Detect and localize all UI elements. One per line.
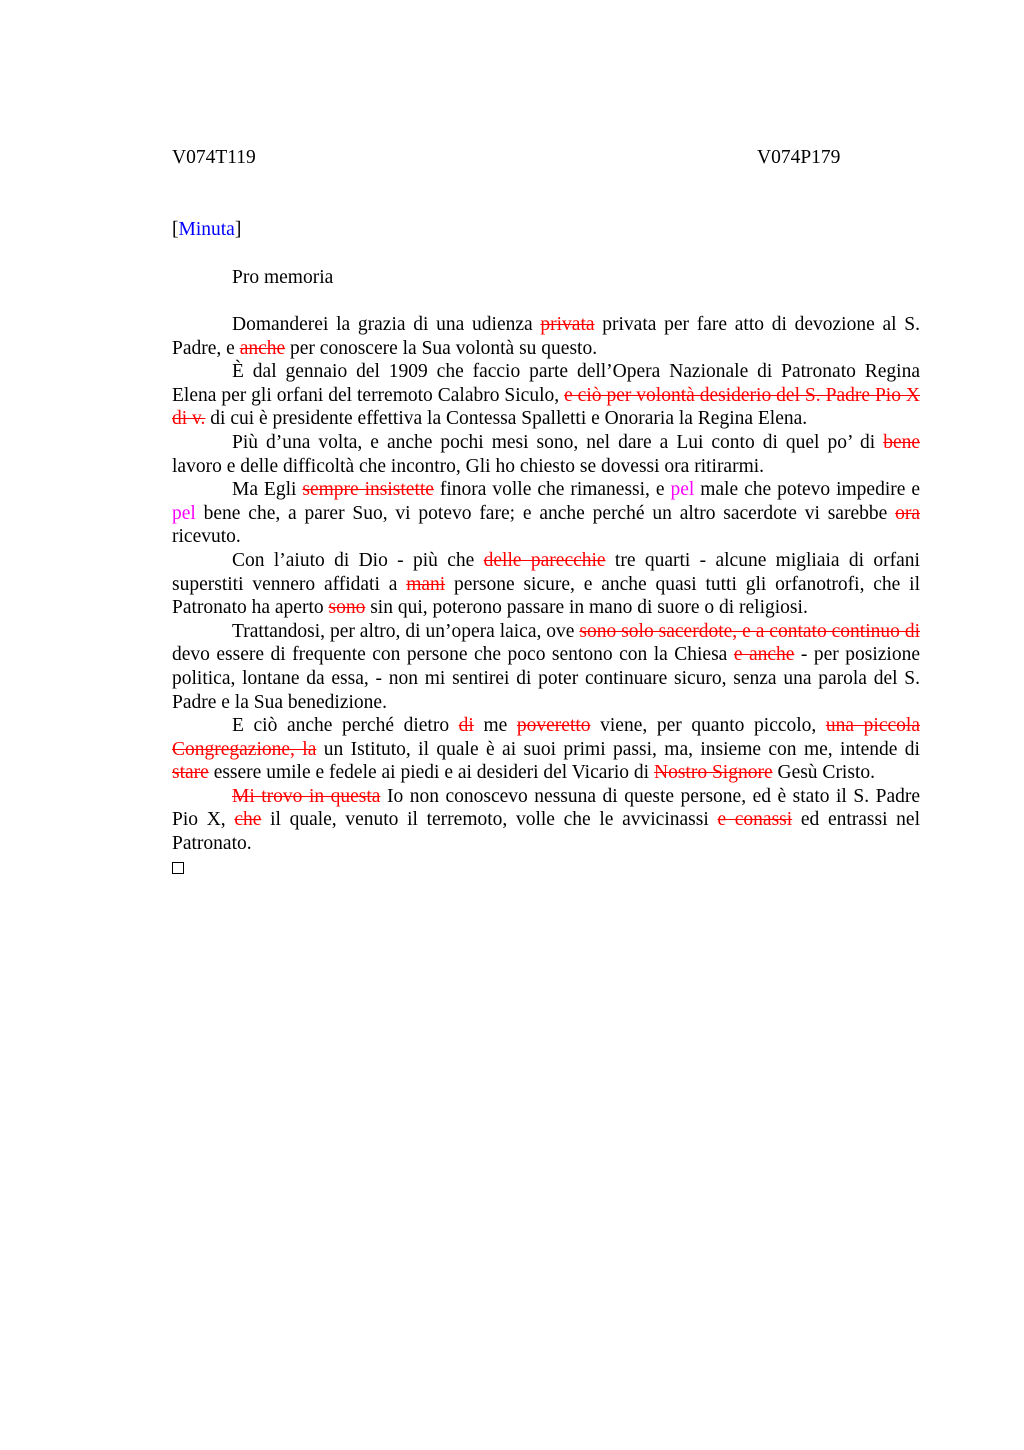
label-text: Minuta: [178, 219, 235, 240]
deleted-text: privata: [540, 314, 595, 335]
text-run: di cui è presidente effettiva la Contessa Spalletti e Onoraria la Regina Elena.: [205, 408, 808, 430]
deleted-text: Nostro Signore: [653, 762, 773, 784]
text-run: E ciò anche perché dietro: [232, 715, 459, 737]
text-run: Più d’una volta, e anche pochi mesi sono, nel dare a Lui conto di quel po’ di: [232, 431, 884, 453]
deleted-text: sono solo sacerdote, e a contato continuo di: [579, 620, 920, 642]
deleted-text: ora: [895, 502, 920, 524]
inserted-text: pel: [670, 479, 695, 501]
text-run: lavoro e delle difficoltà che incontro, Gli ho chiesto se dovessi ora ritirarmi.: [172, 455, 765, 477]
text-run: Gesù Cristo.: [772, 762, 875, 784]
deleted-text: delle parecchie: [483, 549, 606, 571]
text-run: un Istituto, il quale è ai suoi primi passi, ma, insieme con me, intende di: [316, 738, 920, 760]
text-run: per conoscere la Sua volontà su questo.: [285, 337, 598, 359]
deleted-text: e ciò per volontà desiderio del S. Padre Pio X di v.: [172, 384, 920, 430]
text-run: sin qui, poterono passare in mano di suore o di religiosi.: [365, 597, 808, 619]
text-run: Io non conoscevo nessuna di queste persone, ed è stato il S. Padre Pio X,: [172, 785, 920, 831]
inserted-text: pel: [172, 502, 196, 524]
deleted-text: anche: [239, 337, 286, 359]
paragraph: [172, 620, 920, 714]
deleted-text: bene: [883, 431, 920, 453]
header-code-left: V074T119: [172, 147, 256, 168]
deleted-text: e anche: [733, 644, 795, 666]
text-run: Trattandosi, per altro, di un’opera laica, ove: [232, 620, 580, 642]
deleted-text: sono: [328, 597, 366, 619]
paragraph: [172, 313, 920, 360]
paragraph: [172, 478, 920, 549]
deleted-text: una piccola Congregazione, la: [172, 715, 920, 760]
text-run: È dal gennaio del 1909 che faccio parte dell’Opera Nazionale di Patronato Regina Elena per gli orfani del terremoto Calabro Siculo,: [172, 361, 920, 406]
deleted-text: mani: [406, 573, 446, 595]
text-run: il quale, venuto il terremoto, volle che le avvicinassi: [261, 809, 718, 831]
deleted-text: di: [458, 715, 474, 737]
deleted-text: e conassi: [717, 809, 793, 831]
paragraph: [172, 785, 920, 856]
paragraph: [172, 360, 920, 431]
text-run: finora volle che rimanessi, e: [433, 479, 671, 501]
paragraph: [172, 431, 920, 478]
minuta-label: [172, 218, 241, 242]
deleted-text: poveretto: [516, 715, 591, 737]
text-run: ed entrassi nel Patronato.: [172, 809, 921, 855]
text-run: persone sicure, e anche quasi tutti gli orfanotrofi, che il Patronato ha aperto: [172, 573, 920, 619]
text-run: tre quarti - alcune migliaia di orfani superstiti vennero affidati a: [172, 549, 920, 595]
text-run: male che potevo impedire e: [694, 479, 920, 501]
text-run: Ma Egli: [232, 479, 303, 501]
text-run: viene, per quanto piccolo,: [590, 715, 826, 737]
text-run: - per posizione politica, lontane da essa, - non mi sentirei di poter continuare sicuro, senza una parola del S. Padre e la Sua benedizione.: [172, 644, 920, 713]
text-run: Domanderei la grazia di una udienza: [232, 314, 541, 335]
deleted-text: che: [234, 809, 262, 831]
document-body: [172, 313, 920, 874]
text-run: ricevuto.: [172, 526, 241, 548]
text-run: privata per fare atto di devozione al S. Padre, e: [172, 314, 921, 359]
paragraph: [172, 549, 920, 620]
text-run: bene che, a parer Suo, vi potevo fare; e anche perché un altro sacerdote vi sarebbe: [195, 502, 896, 524]
end-square-icon: [172, 862, 184, 874]
text-run: devo essere di frequente con persone che poco sentono con la Chiesa: [172, 644, 734, 666]
document-title: Pro memoria: [232, 267, 334, 288]
text-run: me: [473, 715, 517, 737]
text-run: essere umile e fedele ai piedi e ai desideri del Vicario di: [208, 762, 654, 784]
label-open-bracket: [: [172, 219, 179, 240]
deleted-text: Mi trovo in questa: [232, 785, 381, 807]
deleted-text: stare: [172, 762, 209, 784]
paragraph: [172, 714, 920, 785]
header-code-right: V074P179: [757, 147, 841, 168]
deleted-text: sempre insistette: [302, 479, 434, 501]
text-run: Con l’aiuto di Dio - più che: [232, 549, 484, 571]
label-close-bracket: ]: [234, 219, 242, 240]
